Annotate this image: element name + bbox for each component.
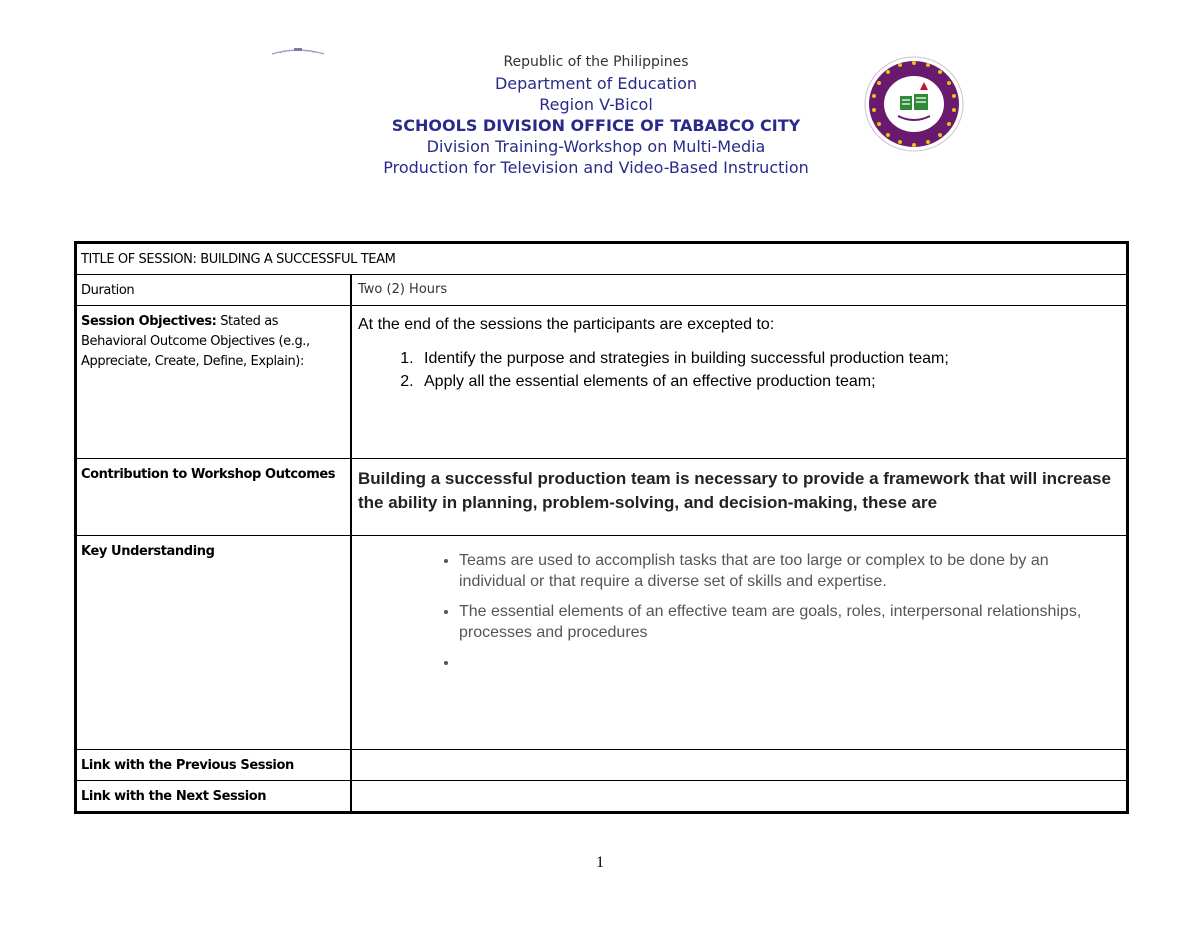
objectives-label-bold: Session Objectives: <box>81 314 217 329</box>
division-seal-icon <box>862 54 966 154</box>
division-office-line: SCHOOLS DIVISION OFFICE OF TABABCO CITY <box>391 116 801 135</box>
duration-label: Duration <box>81 283 135 298</box>
next-session-label: Link with the Next Session <box>81 789 267 804</box>
republic-line: Republic of the Philippines <box>503 54 689 70</box>
contribution-label: Contribution to Workshop Outcomes <box>81 467 336 482</box>
region-line: Region V-Bicol <box>539 95 653 114</box>
page-number: 1 <box>596 854 604 871</box>
objectives-intro: At the end of the sessions the participants are excepted to: <box>358 316 775 333</box>
key-point-item: • Teams are used to accomplish tasks that are too large or complex to be done by an individual or that require a diverse set of skills and expertise. <box>459 550 1086 592</box>
training-line-2: Production for Television and Video-Based Instruction <box>383 158 809 177</box>
document-header <box>300 52 892 178</box>
key-understanding-list <box>352 550 1086 673</box>
next-session-row <box>76 781 1128 813</box>
key-understanding-label: Key Understanding <box>81 544 215 559</box>
title-row <box>76 243 1128 275</box>
previous-session-row <box>76 750 1128 781</box>
previous-session-value <box>352 750 1126 764</box>
objectives-label-rest: Stated as Behavioral Outcome Objectives (e.g., Appreciate, Create, Define, Explain): <box>81 314 310 369</box>
objectives-list <box>352 350 1126 391</box>
objectives-row <box>76 306 1128 459</box>
session-table <box>74 241 1129 814</box>
objective-item: 1. Identify the purpose and strategies in building successful production team; <box>418 350 1126 368</box>
duration-row <box>76 275 1128 306</box>
department-line: Department of Education <box>494 74 698 93</box>
previous-session-label: Link with the Previous Session <box>81 758 294 773</box>
key-point-item: • The essential elements of an effective team are goals, roles, interpersonal relationships, processes and procedures <box>459 601 1086 643</box>
contribution-text: Building a successful production team is necessary to provide a framework that will increase the ability in planning, problem-solving, and decision-making, these are <box>358 469 1111 512</box>
key-point-item <box>459 652 1086 673</box>
contribution-row <box>76 459 1128 536</box>
session-title: TITLE OF SESSION: BUILDING A SUCCESSFUL TEAM <box>81 252 396 267</box>
duration-value: Two (2) Hours <box>358 282 448 297</box>
objectives-label <box>77 306 350 372</box>
training-line-1: Division Training-Workshop on Multi-Media <box>426 137 766 156</box>
objective-item: 2. Apply all the essential elements of an effective production team; <box>418 373 1126 391</box>
key-understanding-row <box>76 536 1128 750</box>
next-session-value <box>352 781 1126 795</box>
